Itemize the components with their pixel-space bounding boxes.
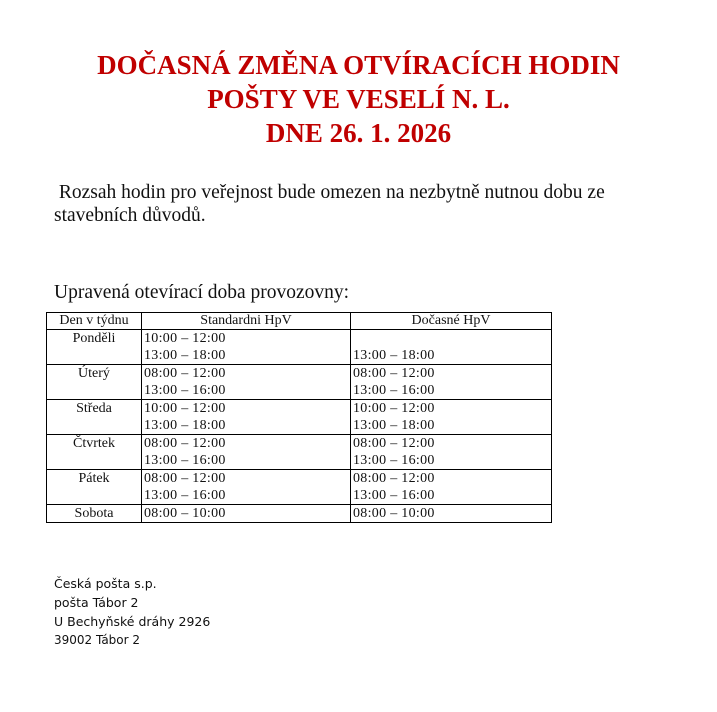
address-line-1: Česká pošta s.p.	[54, 576, 157, 591]
standard-hours-cell	[142, 400, 351, 435]
time-range: 13:00 – 16:00	[144, 383, 226, 398]
day-cell: Ponděli	[47, 330, 142, 365]
opening-hours-table	[46, 312, 552, 523]
time-range	[353, 330, 551, 347]
address-line-2: pošta Tábor 2	[54, 595, 139, 610]
sender-address	[54, 574, 210, 650]
time-range: 08:00 – 10:00	[144, 506, 226, 521]
table-row	[47, 400, 552, 435]
temporary-hours-cell	[351, 400, 552, 435]
table-row	[47, 365, 552, 400]
table-header-row	[47, 313, 552, 330]
day-cell: Pátek	[47, 470, 142, 505]
time-range: 13:00 – 16:00	[144, 488, 226, 503]
title-line-1: DOČASNÁ ZMĚNA OTVÍRACÍCH HODIN	[97, 50, 620, 80]
day-cell: Úterý	[47, 365, 142, 400]
time-range: 13:00 – 16:00	[144, 453, 226, 468]
intro-line-2: stavebních důvodů.	[54, 205, 206, 226]
title-line-3: DNE 26. 1. 2026	[265, 118, 452, 148]
time-range: 13:00 – 18:00	[144, 348, 226, 363]
temporary-hours-cell	[351, 505, 552, 523]
notice-title	[0, 48, 717, 150]
standard-hours-cell	[142, 365, 351, 400]
header-standard: Standardni HpV	[142, 313, 351, 330]
intro-line-1: Rozsah hodin pro veřejnost bude omezen na nezbytně nutnou dobu ze	[54, 182, 605, 203]
table-row	[47, 435, 552, 470]
time-range: 13:00 – 18:00	[353, 348, 435, 363]
time-range: 08:00 – 10:00	[353, 506, 435, 521]
time-range: 08:00 – 12:00	[144, 436, 226, 451]
standard-hours-cell	[142, 435, 351, 470]
table-row	[47, 470, 552, 505]
schedule-heading: Upravená otevírací doba provozovny:	[54, 282, 350, 303]
standard-hours-cell	[142, 505, 351, 523]
title-line-2: POŠTY VE VESELÍ N. L.	[207, 84, 510, 114]
time-range: 08:00 – 12:00	[353, 366, 435, 381]
time-range: 10:00 – 12:00	[353, 401, 435, 416]
time-range: 13:00 – 16:00	[353, 488, 435, 503]
temporary-hours-cell	[351, 365, 552, 400]
address-line-4: 39002 Tábor 2	[54, 633, 141, 647]
header-day: Den v týdnu	[47, 313, 142, 330]
temporary-hours-cell	[351, 330, 552, 365]
day-cell: Čtvrtek	[47, 435, 142, 470]
time-range: 13:00 – 16:00	[353, 383, 435, 398]
standard-hours-cell	[142, 470, 351, 505]
time-range: 13:00 – 18:00	[353, 418, 435, 433]
table-row	[47, 505, 552, 523]
temporary-hours-cell	[351, 435, 552, 470]
time-range: 08:00 – 12:00	[144, 366, 226, 381]
address-line-3: U Bechyňské dráhy 2926	[54, 614, 211, 629]
time-range: 08:00 – 12:00	[353, 436, 435, 451]
time-range: 13:00 – 18:00	[144, 418, 226, 433]
header-temporary: Dočasné HpV	[351, 313, 552, 330]
time-range: 08:00 – 12:00	[144, 471, 226, 486]
day-cell: Sobota	[47, 505, 142, 523]
day-cell: Středa	[47, 400, 142, 435]
time-range: 08:00 – 12:00	[353, 471, 435, 486]
table-row	[47, 330, 552, 365]
temporary-hours-cell	[351, 470, 552, 505]
time-range: 10:00 – 12:00	[144, 401, 226, 416]
time-range: 10:00 – 12:00	[144, 331, 226, 346]
intro-paragraph	[54, 181, 684, 227]
time-range: 13:00 – 16:00	[353, 453, 435, 468]
standard-hours-cell	[142, 330, 351, 365]
